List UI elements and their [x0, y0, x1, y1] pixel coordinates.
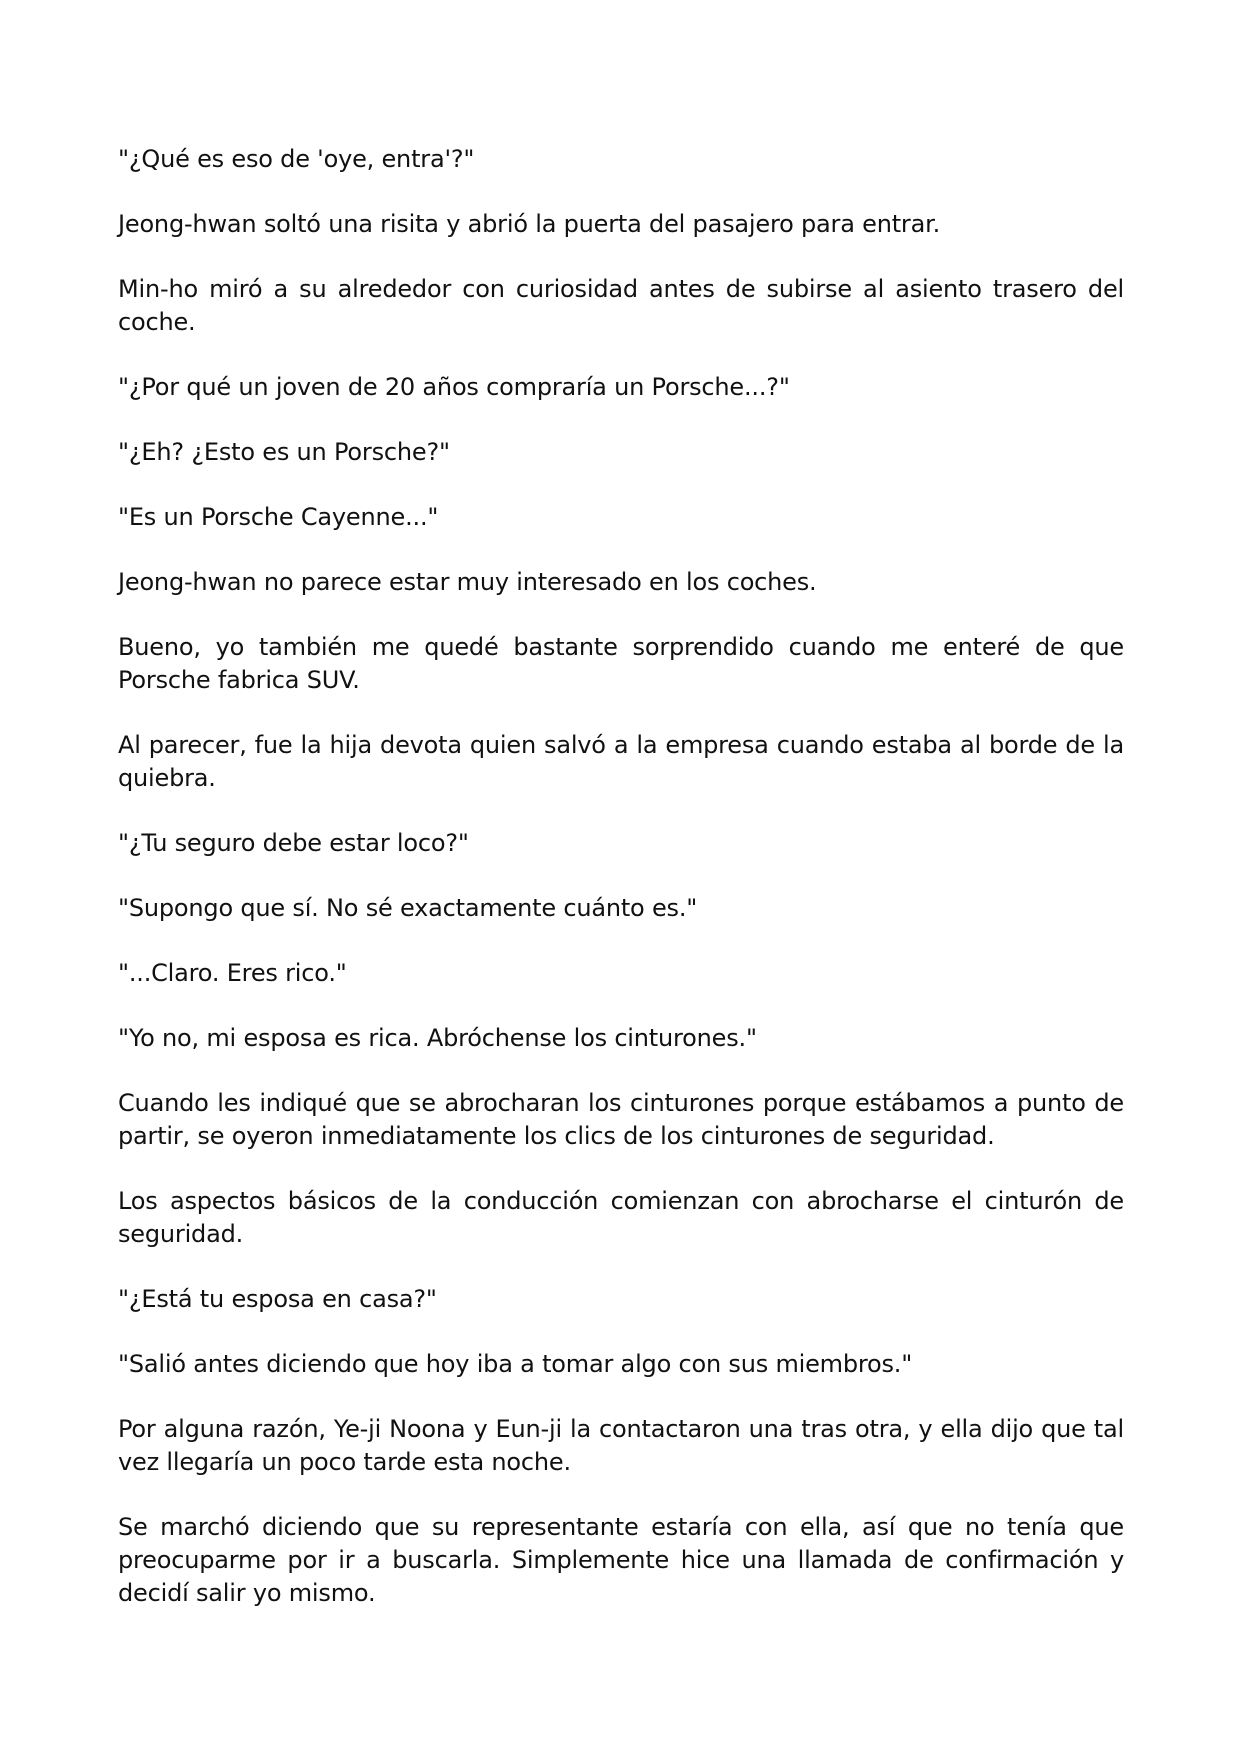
paragraph-1: "¿Qué es eso de 'oye, entra'?": [118, 145, 475, 173]
paragraph-12: "...Claro. Eres rico.": [118, 959, 347, 987]
document-page: [118, 143, 1124, 1642]
paragraph-13: "Yo no, mi esposa es rica. Abróchense los cinturones.": [118, 1024, 757, 1052]
paragraph-18: Por alguna razón, Ye-ji Noona y Eun-ji la contactaron una tras otra, y ella dijo que tal vez llegaría un poco tarde esta noche.: [118, 1415, 1124, 1476]
paragraph-4: "¿Por qué un joven de 20 años compraría un Porsche...?": [118, 373, 790, 401]
paragraph-14: Cuando les indiqué que se abrocharan los cinturones porque estábamos a punto de partir, se oyeron inmediatamente los clics de los cinturones de seguridad.: [118, 1089, 1124, 1150]
paragraph-19: Se marchó diciendo que su representante estaría con ella, así que no tenía que preocuparme por ir a buscarla. Simplemente hice una llamada de confirmación y decidí salir yo mismo.: [118, 1513, 1124, 1607]
paragraph-16: "¿Está tu esposa en casa?": [118, 1285, 437, 1313]
paragraph-15: Los aspectos básicos de la conducción comienzan con abrocharse el cinturón de seguridad.: [118, 1187, 1124, 1248]
paragraph-8: Bueno, yo también me quedé bastante sorprendido cuando me enteré de que Porsche fabrica SUV.: [118, 633, 1124, 694]
paragraph-17: "Salió antes diciendo que hoy iba a tomar algo con sus miembros.": [118, 1350, 913, 1378]
paragraph-11: "Supongo que sí. No sé exactamente cuánto es.": [118, 894, 698, 922]
paragraph-7: Jeong-hwan no parece estar muy interesado en los coches.: [118, 568, 817, 596]
paragraph-3: Min-ho miró a su alrededor con curiosidad antes de subirse al asiento trasero del coche.: [118, 275, 1124, 336]
paragraph-5: "¿Eh? ¿Esto es un Porsche?": [118, 438, 450, 466]
paragraph-10: "¿Tu seguro debe estar loco?": [118, 829, 469, 857]
paragraph-2: Jeong-hwan soltó una risita y abrió la puerta del pasajero para entrar.: [118, 210, 940, 238]
paragraph-9: Al parecer, fue la hija devota quien salvó a la empresa cuando estaba al borde de la quiebra.: [118, 731, 1124, 792]
paragraph-6: "Es un Porsche Cayenne...": [118, 503, 439, 531]
